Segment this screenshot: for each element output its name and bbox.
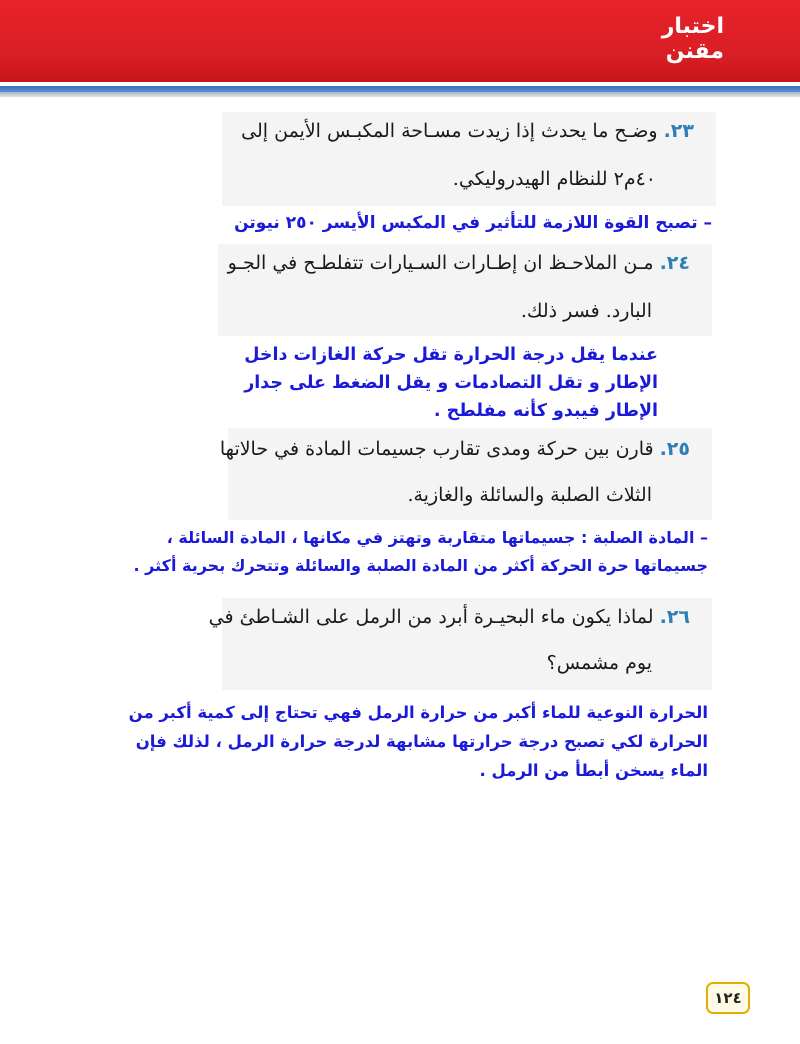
header-banner bbox=[0, 0, 800, 82]
question-25-line2: الثلاث الصلبة والسائلة والغازية. bbox=[407, 484, 652, 506]
question-23-answer bbox=[234, 210, 712, 237]
question-26-answer-line3: الماء يسخن أبطأ من الرمل . bbox=[479, 761, 708, 780]
question-23-line1: ٢٣.وضـح ما يحدث إذا زيدت مسـاحة المكبـس الأيمن إلى bbox=[241, 120, 694, 142]
question-24-number: ٢٤. bbox=[659, 252, 690, 274]
question-26-answer bbox=[129, 698, 708, 785]
header-divider-gray bbox=[0, 92, 800, 97]
question-26-number: ٢٦. bbox=[659, 606, 690, 628]
question-24-answer-line1: عندما يقل درجة الحرارة تقل حركة الغازات داخل bbox=[244, 345, 658, 365]
question-24-answer-line3: الإطار فيبدو كأنه مفلطح . bbox=[433, 401, 658, 421]
question-23-number: ٢٣. bbox=[663, 120, 694, 142]
question-26-panel bbox=[208, 598, 712, 690]
question-25-answer-line1: – المادة الصلبة : جسيماتها متقاربة وتهتز في مكانها ، المادة السائلة ، bbox=[166, 528, 708, 547]
question-23-answer-line1: – تصبح القوة اللازمة للتأثير في المكبس الأيسر ٢٥٠ نيوتن bbox=[234, 213, 712, 233]
question-26-answer-line1: الحرارة النوعية للماء أكبر من حرارة الرمل فهي تحتاج إلى كمية أكبر من bbox=[128, 703, 708, 722]
question-23-line2: ٤٠م٢ للنظام الهيدروليكي. bbox=[452, 168, 656, 190]
question-26-line1: ٢٦.لماذا يكون ماء البحيـرة أبرد من الرمل على الشـاطئ في bbox=[208, 606, 690, 628]
question-26-answer-line2: الحرارة لكي تصبح درجة حرارتها مشابهة لدرجة حرارة الرمل ، لذلك فإن bbox=[135, 732, 708, 751]
question-24-line1: ٢٤.مـن الملاحـظ ان إطـارات السـيارات تتفلطـح في الجـو bbox=[227, 252, 690, 274]
header-title-line1: اختبار bbox=[661, 14, 724, 39]
question-25-panel bbox=[219, 428, 712, 520]
question-24-answer-line2: الإطار و تقل التصادمات و يقل الضغط على جدار bbox=[244, 373, 658, 393]
page-number: ١٢٤ bbox=[706, 982, 750, 1014]
question-24-panel bbox=[218, 244, 712, 336]
question-23-panel bbox=[222, 112, 716, 206]
question-25-answer bbox=[134, 524, 708, 580]
header-title bbox=[662, 14, 724, 64]
header-title-line2: مقنن bbox=[665, 39, 724, 64]
question-26-line2: يوم مشمس؟ bbox=[546, 652, 652, 674]
question-25-line1: ٢٥.قارن بين حركة ومدى تقارب جسيمات المادة في حالاتها bbox=[219, 438, 690, 460]
question-24-answer bbox=[244, 341, 658, 425]
question-25-number: ٢٥. bbox=[659, 438, 690, 460]
question-24-line2: البارد. فسر ذلك. bbox=[520, 300, 652, 322]
question-25-answer-line2: جسيماتها حرة الحركة أكثر من المادة الصلبة والسائلة وتتحرك بحرية أكثر . bbox=[133, 556, 708, 575]
